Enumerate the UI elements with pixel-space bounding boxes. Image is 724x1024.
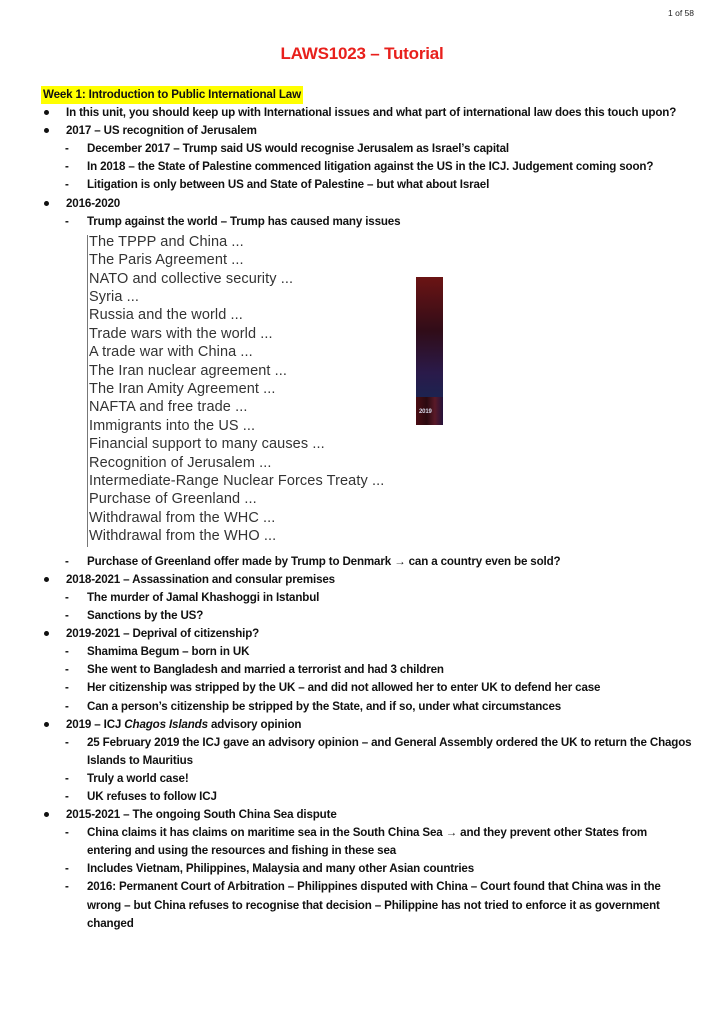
dash-item: - Trump against the world – Trump has caused many issues	[42, 213, 692, 231]
slide-list-item: Purchase of Greenland ...	[89, 491, 257, 508]
dash-item: - UK refuses to follow ICJ	[42, 788, 692, 806]
slide-list-item: A trade war with China ...	[89, 344, 253, 361]
dash-item: - 2016: Permanent Court of Arbitration – Philippines disputed with China – Court found that China was in the wrong – but China refuses to recognise that decision – Philippine has not tried to enforce it as government changed	[42, 878, 692, 932]
dash-item: - Truly a world case!	[42, 770, 692, 788]
dash-item: - The murder of Jamal Khashoggi in Istanbul	[42, 589, 692, 607]
photo-graphic	[416, 277, 443, 397]
heading-suffix: advisory opinion	[207, 717, 302, 731]
slide-list-item: The Iran nuclear agreement ...	[89, 362, 288, 379]
slide-list-item: Withdrawal from the WHO ...	[89, 528, 277, 545]
page-number: 1 of 58	[668, 8, 694, 18]
slide-left-border	[87, 235, 88, 547]
document-body	[42, 86, 692, 933]
bullet-scs-heading: 2015-2021 – The ongoing South China Sea dispute	[42, 806, 692, 824]
heading-prefix: 2019 – ICJ	[66, 717, 125, 731]
slide-list-item: Recognition of Jerusalem ...	[89, 454, 272, 471]
slide-list-item: Intermediate-Range Nuclear Forces Treaty ...	[89, 473, 385, 490]
week-heading-row	[42, 86, 692, 104]
slide-list-item: The Iran Amity Agreement ...	[89, 381, 276, 397]
slide-list-item: Withdrawal from the WHC ...	[89, 509, 276, 526]
bullet-jerusalem-heading: 2017 – US recognition of Jerusalem	[42, 122, 692, 140]
week-heading: Week 1: Introduction to Public International Law	[41, 86, 303, 104]
dash-item: - 25 February 2019 the ICJ gave an advisory opinion – and General Assembly ordered the UK to return the Chagos Islands to Mauritius	[42, 734, 692, 770]
slide-list-item: The Paris Agreement ...	[89, 252, 244, 269]
dash-item: - China claims it has claims on maritime sea in the South China Sea → and they prevent other States from entering and using the resources and fishing in these sea	[42, 824, 692, 860]
document-title: LAWS1023 – Tutorial	[280, 44, 444, 63]
dash-item: - Her citizenship was stripped by the UK – and did not allowed her to enter UK to defend her case	[42, 679, 692, 697]
embedded-slide-image	[87, 233, 692, 549]
dash-item: - She went to Bangladesh and married a terrorist and had 3 children	[42, 661, 692, 679]
photo-year-tag: 2019	[419, 408, 432, 415]
dash-item: - December 2017 – Trump said US would recognise Jerusalem as Israel’s capital	[42, 140, 692, 158]
slide-list-item: The TPPP and China ...	[89, 233, 244, 250]
dash-item: - Sanctions by the US?	[42, 607, 692, 625]
bullet-intro: In this unit, you should keep up with International issues and what part of international law does this touch upon?	[42, 104, 692, 122]
dash-item: - In 2018 – the State of Palestine commenced litigation against the US in the ICJ. Judgement coming soon?	[42, 158, 692, 176]
bullet-chagos-heading	[42, 716, 692, 734]
heading-italic: Chagos Islands	[124, 717, 208, 731]
slide-photo	[416, 277, 443, 425]
bullet-khashoggi-heading: 2018-2021 – Assassination and consular premises	[42, 571, 692, 589]
dash-item: - Can a person’s citizenship be stripped by the State, and if so, under what circumstances	[42, 698, 692, 716]
dash-item: - Shamima Begum – born in UK	[42, 643, 692, 661]
slide-text-list	[89, 233, 384, 546]
dash-item: - Includes Vietnam, Philippines, Malaysia and many other Asian countries	[42, 860, 692, 878]
bullet-citizenship-heading: 2019-2021 – Deprival of citizenship?	[42, 625, 692, 643]
dash-item: - Purchase of Greenland offer made by Trump to Denmark → can a country even be sold?	[42, 553, 692, 571]
slide-list-item: NAFTA and free trade ...	[89, 399, 248, 416]
slide-list-item: NATO and collective security ...	[89, 270, 294, 287]
slide-list-item: Syria ...	[89, 288, 140, 305]
dash-item: - Litigation is only between US and State of Palestine – but what about Israel	[42, 176, 692, 194]
slide-list-item: Immigrants into the US ...	[89, 417, 256, 434]
slide-list-item: Trade wars with the world ...	[89, 325, 273, 342]
slide-list-item: Russia and the world ...	[89, 307, 243, 324]
bullet-trump-heading: 2016-2020	[42, 195, 692, 213]
slide-list-item: Financial support to many causes ...	[89, 436, 325, 453]
